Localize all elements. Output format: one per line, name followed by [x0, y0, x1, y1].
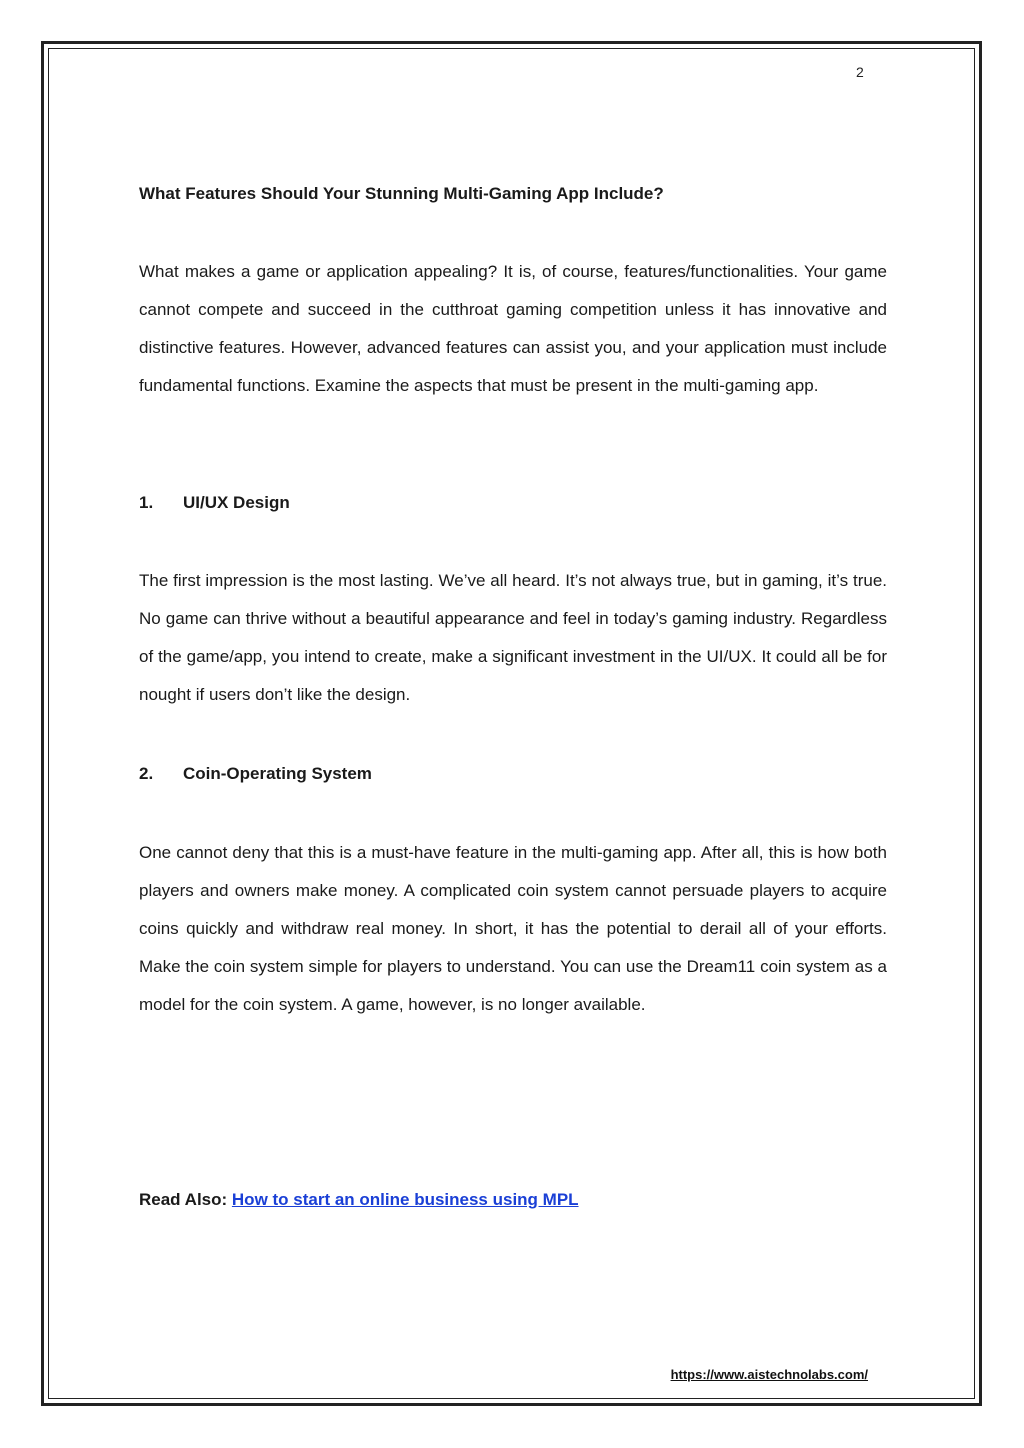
- section-heading-uiux: [139, 489, 887, 517]
- section-heading-text: Coin-Operating System: [183, 764, 372, 783]
- intro-paragraph: What makes a game or application appealing? It is, of course, features/functionalities. Your game cannot compete and succeed in the cutthroat gaming competition unless it has innovative and distinctive features. However, advanced features can assist you, and your application must include fundamental functions. Examine the aspects that must be present in the multi-gaming app.: [139, 262, 887, 395]
- read-also-link[interactable]: How to start an online business using MPL: [231, 1190, 579, 1209]
- section-number: 1.: [139, 493, 154, 512]
- read-also: [139, 1186, 887, 1214]
- section-heading-coin: [139, 760, 887, 788]
- uiux-paragraph: The first impression is the most lasting. We’ve all heard. It’s not always true, but in gaming, it’s true. No game can thrive without a beautiful appearance and feel in today’s gaming industry. Regardless of the game/app, you intend to create, make a significant investment in the UI/UX. It could all be for nought if users don’t like the design.: [139, 571, 887, 704]
- section-number: 2.: [139, 764, 154, 783]
- document-title: What Features Should Your Stunning Multi-Gaming App Include?: [139, 184, 664, 203]
- footer-website-link[interactable]: https://www.aistechnolabs.com/: [670, 1367, 868, 1382]
- page-number: 2: [856, 64, 864, 80]
- coin-paragraph: One cannot deny that this is a must-have feature in the multi-gaming app. After all, this is how both players and owners make money. A complicated coin system cannot persuade players to acquire coins quickly and withdraw real money. In short, it has the potential to derail all of your efforts. Make the coin system simple for players to understand. You can use the Dream11 coin system as a model for the coin system. A game, however, is no longer available.: [139, 843, 887, 1014]
- read-also-label: Read Also:: [139, 1190, 228, 1209]
- section-heading-text: UI/UX Design: [183, 493, 290, 512]
